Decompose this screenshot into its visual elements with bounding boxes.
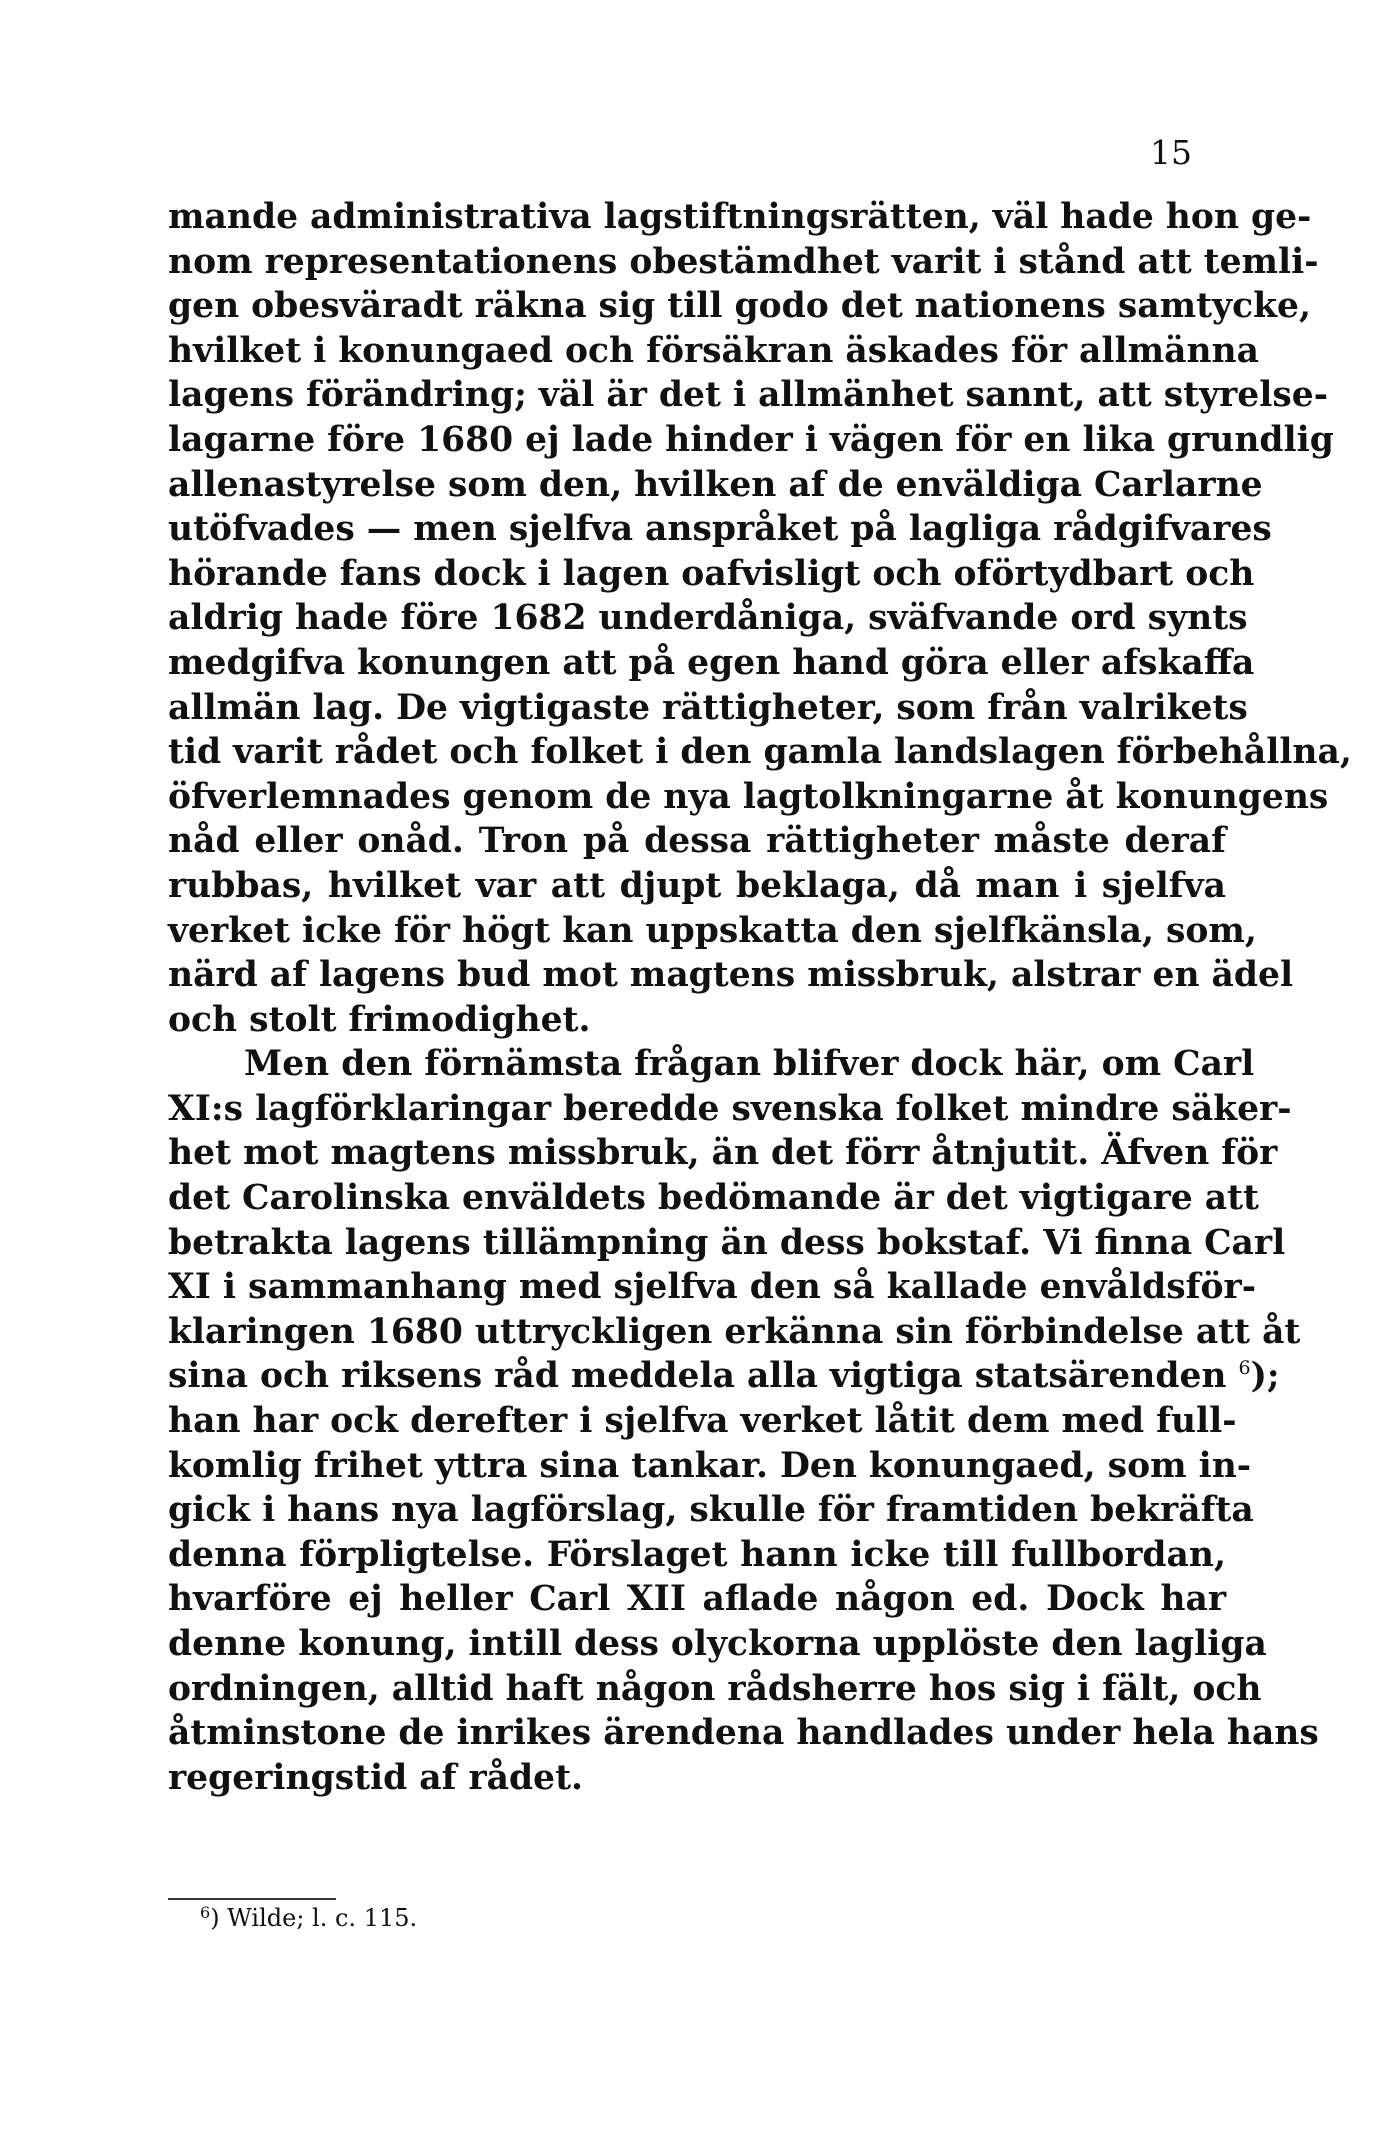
footnote-text: ) Wilde; l. c. 115. bbox=[210, 1904, 418, 1932]
text-line: åtminstone de inrikes ärendena handlades under hela hans bbox=[168, 1713, 1319, 1754]
text-line: denna förpligtelse. Förslaget hann icke till fullbordan, bbox=[168, 1534, 1226, 1575]
text-line: hvarföre ej heller Carl XII aflade någon ed. Dock har bbox=[168, 1579, 1226, 1620]
text-line: klaringen 1680 uttryckligen erkänna sin förbindelse att åt bbox=[168, 1311, 1301, 1352]
text-line: mande administrativa lagstiftningsrätten, väl hade hon ge- bbox=[168, 197, 1312, 237]
text-line: rubbas, hvilket var att djupt beklaga, då man i sjelfva bbox=[168, 865, 1226, 906]
text-line: han har ock derefter i sjelfva verket låtit dem med full- bbox=[168, 1401, 1237, 1442]
text-line: och stolt frimodighet. bbox=[168, 999, 591, 1040]
text-line: utöfvades — men sjelfva anspråket på lagliga rådgifvares bbox=[168, 509, 1272, 550]
text-line: hvilket i konungaed och försäkran äskades för allmänna bbox=[168, 330, 1259, 371]
text-line: medgifva konungen att på egen hand göra eller afskaffa bbox=[168, 642, 1255, 683]
text-line: gen obesväradt räkna sig till godo det nationens samtycke, bbox=[168, 286, 1311, 327]
text-line: nåd eller onåd. Tron på dessa rättigheter måste deraf bbox=[168, 821, 1226, 862]
text-line: Men den förnämsta frågan blifver dock här, om Carl bbox=[244, 1044, 1255, 1085]
text-line: komlig frihet yttra sina tankar. Den konungaed, som in- bbox=[168, 1445, 1252, 1486]
text-line: öfverlemnades genom de nya lagtolkningarne åt konungens bbox=[168, 776, 1329, 817]
text-line: allenastyrelse som den, hvilken af de enväldiga Carlarne bbox=[168, 464, 1263, 505]
text-line: aldrig hade före 1682 underdåniga, sväfvande ord synts bbox=[168, 598, 1248, 639]
text-line: hörande fans dock i lagen oafvisligt och oförtydbart och bbox=[168, 553, 1255, 594]
text-line: gick i hans nya lagförslag, skulle för framtiden bekräfta bbox=[168, 1490, 1254, 1531]
text-line: tid varit rådet och folket i den gamla landslagen förbehållna, bbox=[168, 732, 1352, 773]
footnote-reference[interactable]: 6 bbox=[1238, 1357, 1251, 1380]
text-line-part: sina och riksens råd meddela alla vigtiga statsärenden bbox=[168, 1356, 1227, 1397]
text-line: denne konung, intill dess olyckorna upplöste den lagliga bbox=[168, 1624, 1267, 1664]
text-line: allmän lag. De vigtigaste rättigheter, som från valrikets bbox=[168, 687, 1248, 728]
body-text bbox=[168, 195, 1352, 1800]
paragraph-1 bbox=[168, 195, 1352, 1042]
text-line: regeringstid af rådet. bbox=[168, 1757, 584, 1798]
text-line: betrakta lagens tillämpning än dess bokstaf. Vi finna Carl bbox=[168, 1222, 1286, 1263]
text-line: verket icke för högt kan uppskatta den sjelfkänsla, som, bbox=[168, 910, 1257, 951]
text-line: lagarne före 1680 ej lade hinder i vägen för en lika grundlig bbox=[168, 419, 1334, 460]
paragraph-2 bbox=[168, 1042, 1319, 1800]
text-line: ordningen, alltid haft någon rådsherre hos sig i fält, och bbox=[168, 1668, 1262, 1709]
text-line: XI:s lagförklaringar beredde svenska folket mindre säker- bbox=[168, 1088, 1292, 1129]
text-line-part: ); bbox=[1250, 1356, 1280, 1397]
footnote bbox=[200, 1900, 417, 1936]
page-number: 15 bbox=[1150, 133, 1192, 172]
text-line: närd af lagens bud mot magtens missbruk, alstrar en ädel bbox=[168, 955, 1294, 996]
text-line bbox=[168, 1354, 1280, 1399]
text-line: det Carolinska enväldets bedömande är det vigtigare att bbox=[168, 1178, 1259, 1219]
text-line: nom representationens obestämdhet varit i stånd att temli- bbox=[168, 241, 1319, 282]
footnote-mark: 6 bbox=[200, 1903, 211, 1922]
text-line: het mot magtens missbruk, än det förr åtnjutit. Äfven för bbox=[168, 1133, 1278, 1174]
text-line: lagens förändring; väl är det i allmänhet sannt, att styrelse- bbox=[168, 375, 1329, 416]
text-line: XI i sammanhang med sjelfva den så kallade envåldsför- bbox=[168, 1267, 1257, 1308]
